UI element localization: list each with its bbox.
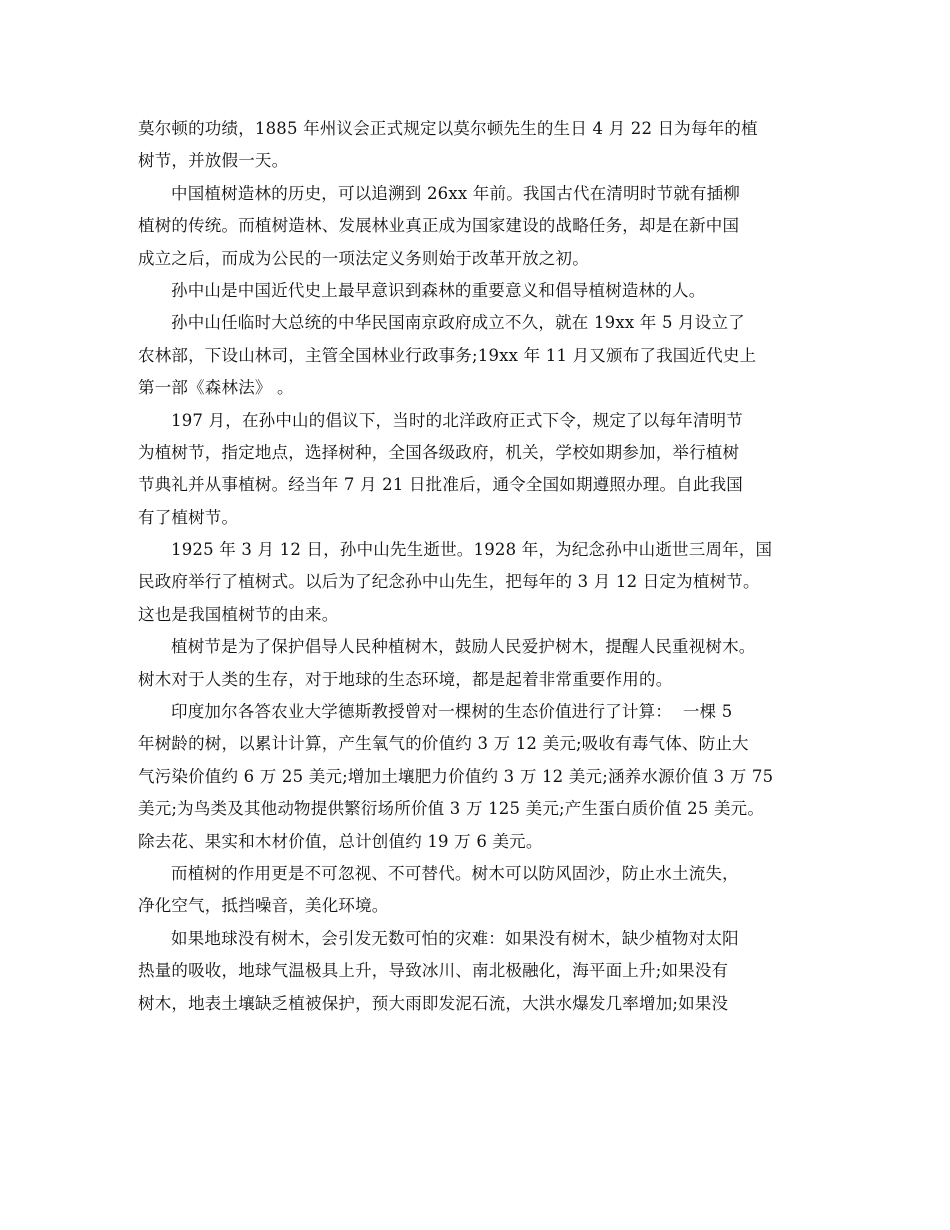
text-line: 为植树节，指定地点，选择树种，全国各级政府，机关，学校如期参加，举行植树: [138, 442, 740, 462]
text-line: 这也是我国植树节的由来。: [138, 604, 339, 624]
text-line: 莫尔顿的功绩，1885 年州议会正式规定以莫尔顿先生的生日 4 月 22 日为每年的植: [138, 119, 758, 138]
text-line: 197 月，在孙中山的倡议下，当时的北洋政府正式下令，规定了以每年清明节: [171, 410, 743, 430]
text-line: 而植树的作用更是不可忽视、不可替代。树木可以防风固沙，防止水土流失，: [171, 863, 739, 883]
body-text: [138, 113, 828, 1020]
text-line: 节典礼并从事植树。经当年 7 月 21 日批准后，通令全国如期遵照办理。自此我国: [138, 475, 743, 495]
text-line: 除去花、果实和木材价值，总计创值约 19 万 6 美元。: [138, 831, 543, 851]
text-line: 气污染价值约 6 万 25 美元;增加土壤肥力价值约 3 万 12 美元;涵养水源价值 3 万 75: [138, 766, 774, 786]
text-line: 中国植树造林的历史，可以追溯到 26xx 年前。我国古代在清明时节就有插柳: [171, 183, 740, 203]
text-line: 孙中山是中国近代史上最早意识到森林的重要意义和倡导植树造林的人。: [171, 280, 706, 300]
text-line: 成立之后，而成为公民的一项法定义务则始于改革开放之初。: [138, 248, 589, 268]
text-line: 孙中山任临时大总统的中华民国南京政府成立不久，就在 19xx 年 5 月设立了: [171, 313, 745, 333]
text-line: 有了植树节。: [138, 507, 239, 527]
text-line: 树节，并放假一天。: [138, 151, 289, 171]
text-line: 1925 年 3 月 12 日，孙中山先生逝世。1928 年，为纪念孙中山逝世三周年，国: [171, 540, 773, 560]
text-line: 美元;为鸟类及其他动物提供繁衍场所价值 3 万 125 美元;产生蛋白质价值 25 美元。: [138, 799, 765, 819]
text-line: 年树龄的树，以累计计算，产生氧气的价值约 3 万 12 美元;吸收有毒气体、防止大: [138, 734, 749, 754]
text-line: 农林部，下设山林司，主管全国林业行政事务;19xx 年 11 月又颁布了我国近代史上: [138, 345, 757, 365]
text-line: 树木对于人类的生存，对于地球的生态环境，都是起着非常重要作用的。: [138, 669, 673, 689]
text-line: 如果地球没有树木，会引发无数可怕的灾难：如果没有树木，缺少植物对太阳: [171, 928, 739, 948]
text-line: 植树节是为了保护倡导人民种植树木，鼓励人民爱护树木，提醒人民重视树木。: [171, 637, 756, 657]
text-line: 热量的吸收，地球气温极具上升，导致冰川、南北极融化，海平面上升;如果没有: [138, 961, 729, 981]
text-line: 树木，地表土壤缺乏植被保护，预大雨即发泥石流，大洪水爆发几率增加;如果没: [138, 993, 729, 1013]
text-line: 净化空气，抵挡噪音，美化环境。: [138, 896, 389, 916]
text-line: 印度加尔各答农业大学德斯教授曾对一棵树的生态价值进行了计算： 一棵 5: [171, 702, 733, 722]
text-line: 植树的传统。而植树造林、发展林业真正成为国家建设的战略任务，却是在新中国: [138, 216, 740, 236]
text-line: 第一部《森林法》 。: [138, 378, 294, 398]
text-line: 民政府举行了植树式。以后为了纪念孙中山先生，把每年的 3 月 12 日定为植树节。: [138, 572, 760, 592]
